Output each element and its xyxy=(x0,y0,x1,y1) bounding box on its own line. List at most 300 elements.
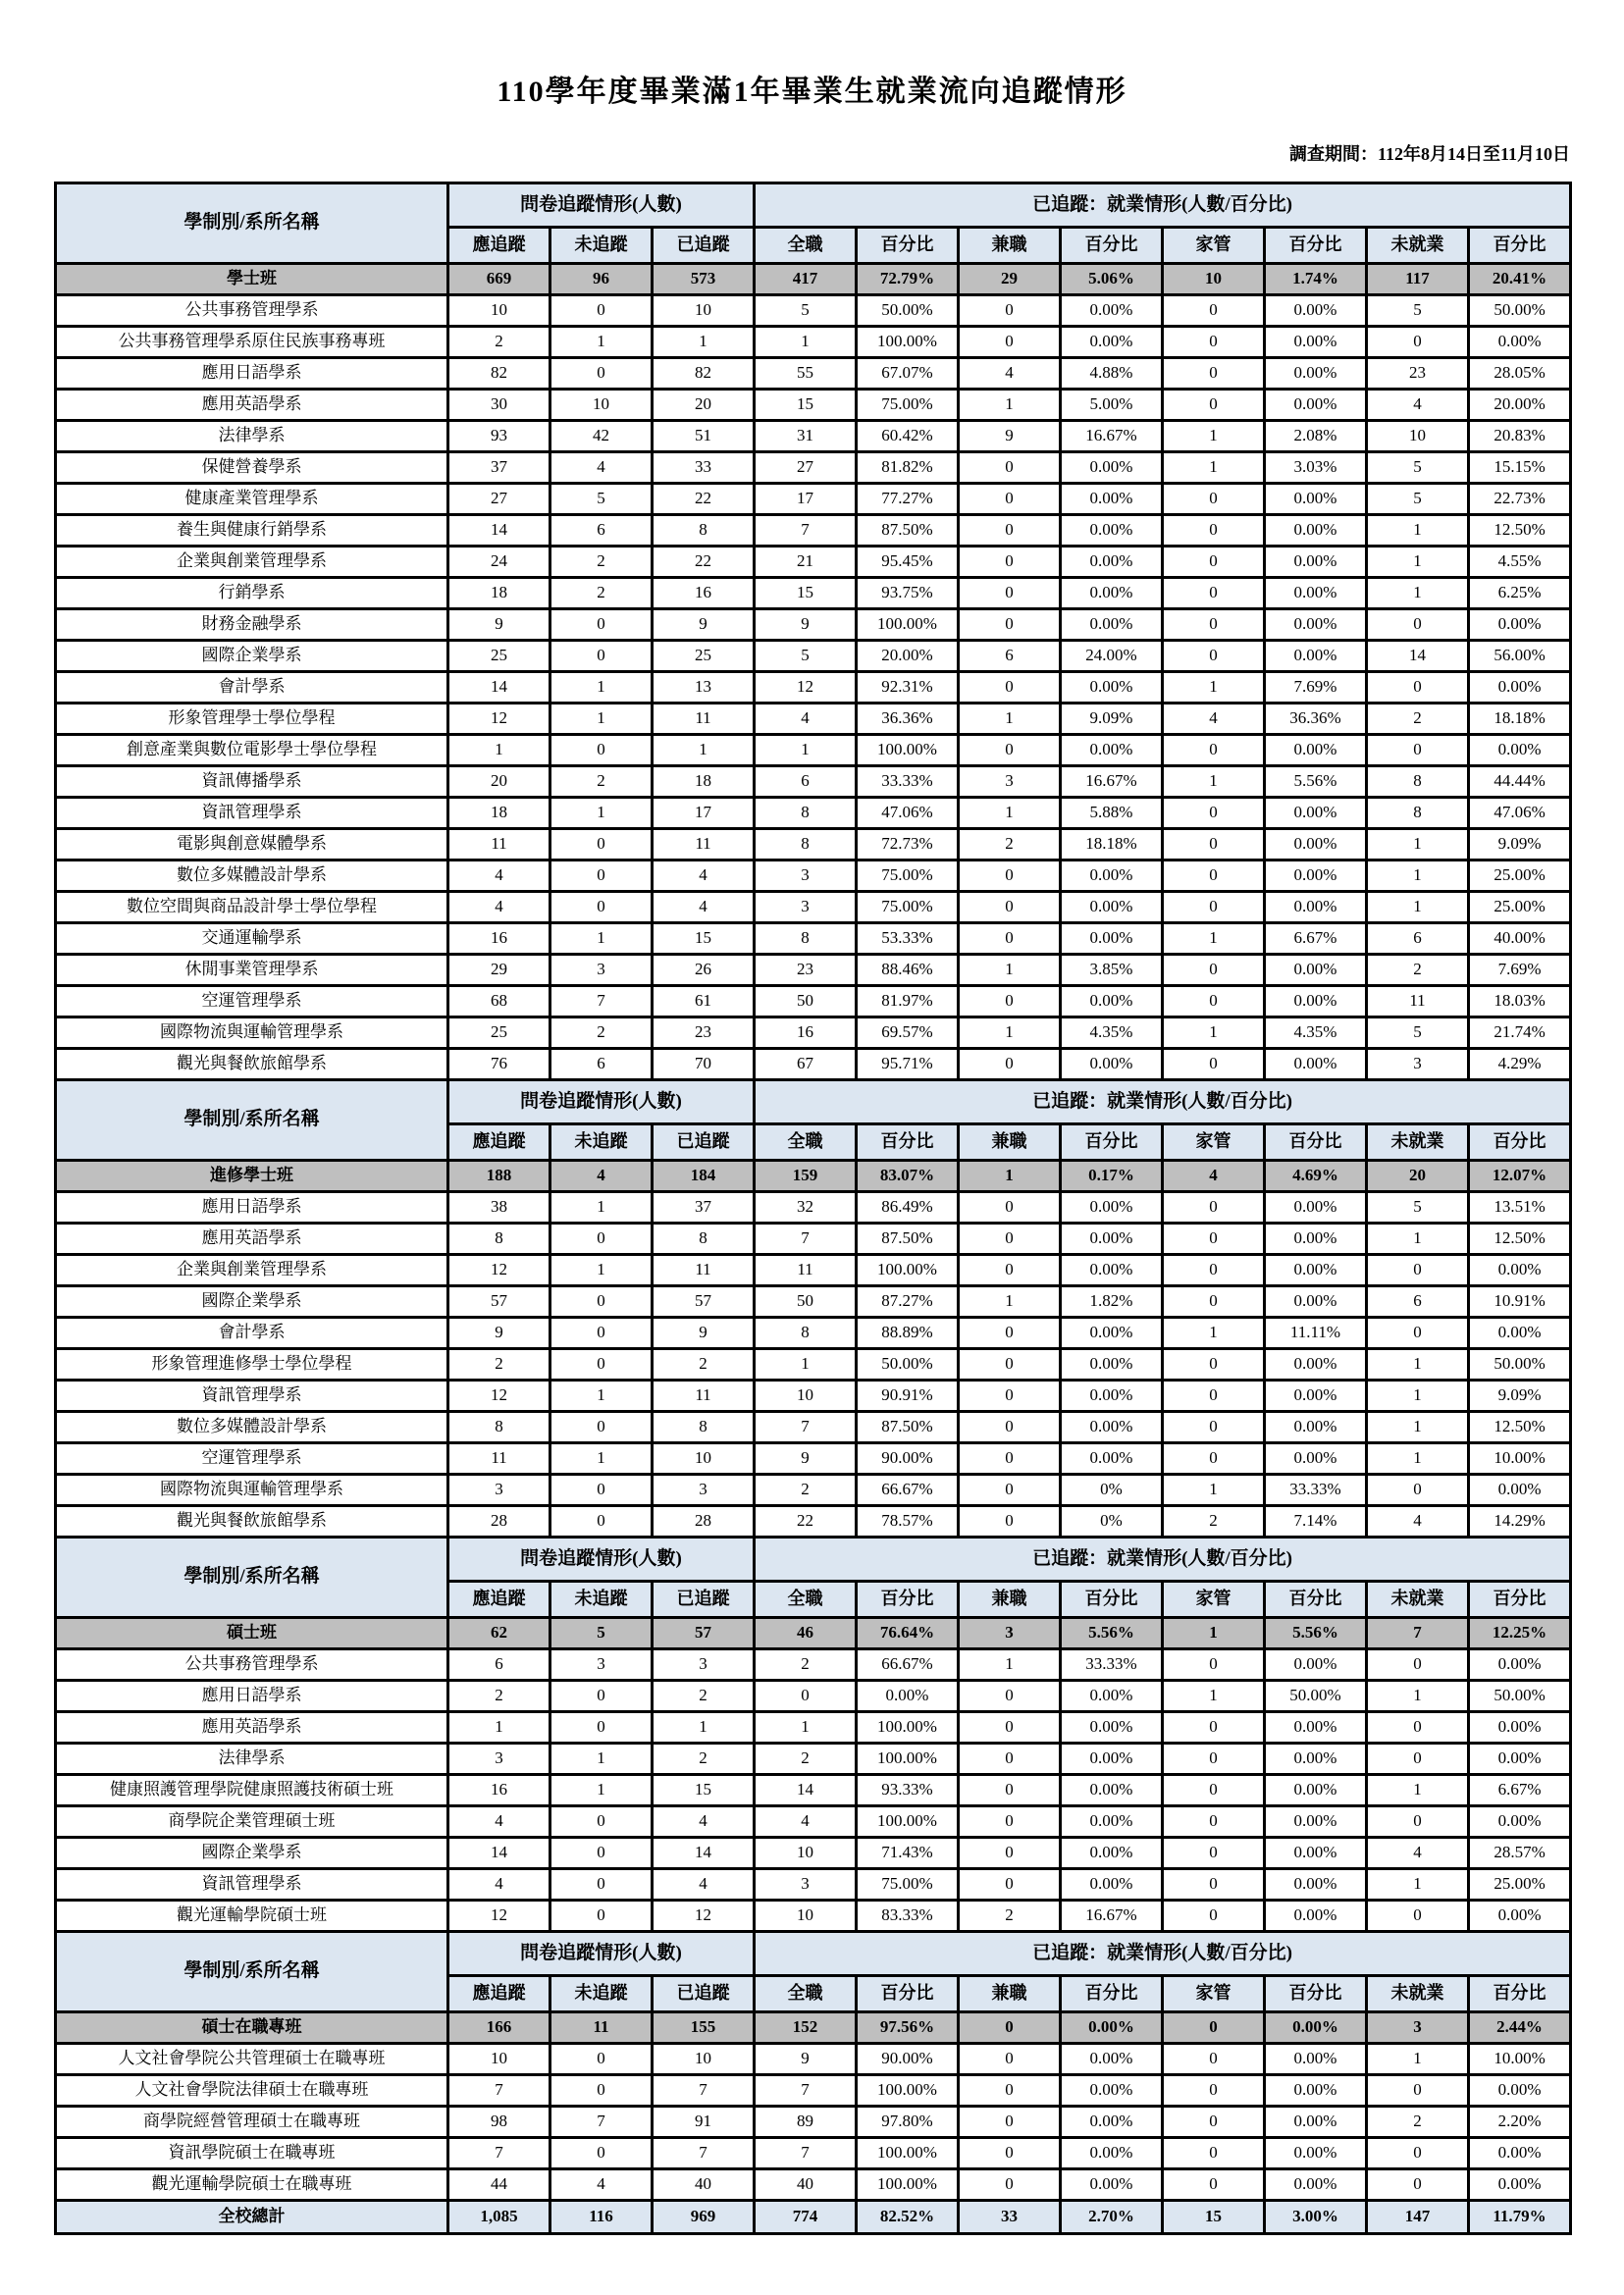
value-cell: 77.27% xyxy=(857,484,959,515)
value-cell: 5 xyxy=(1367,295,1469,327)
value-cell: 9 xyxy=(653,609,755,641)
col-group-employment: 已追蹤：就業情形(人數/百分比) xyxy=(755,1538,1571,1582)
summary-value-cell: 20 xyxy=(1367,1161,1469,1192)
value-cell: 3 xyxy=(653,1649,755,1681)
value-cell: 10 xyxy=(755,1381,857,1412)
value-cell: 4 xyxy=(1367,390,1469,421)
value-cell: 0 xyxy=(550,1506,653,1538)
value-cell: 0 xyxy=(1367,1318,1469,1349)
value-cell: 0.00% xyxy=(1061,295,1163,327)
department-name: 觀光運輸學院碩士在職專班 xyxy=(56,2169,448,2201)
value-cell: 1 xyxy=(1367,515,1469,547)
department-name: 數位空間與商品設計學士學位學程 xyxy=(56,892,448,923)
summary-value-cell: 62 xyxy=(448,1618,550,1649)
value-cell: 50 xyxy=(755,986,857,1017)
department-name: 資訊管理學系 xyxy=(56,1381,448,1412)
value-cell: 88.89% xyxy=(857,1318,959,1349)
value-cell: 0 xyxy=(959,2138,1061,2169)
department-name: 數位多媒體設計學系 xyxy=(56,861,448,892)
value-cell: 0.00% xyxy=(1265,1412,1367,1443)
value-cell: 0 xyxy=(550,892,653,923)
value-cell: 0 xyxy=(1367,735,1469,766)
department-row xyxy=(56,735,1571,766)
value-cell: 0 xyxy=(1367,2138,1469,2169)
value-cell: 7.69% xyxy=(1469,955,1571,986)
value-cell: 2 xyxy=(653,1349,755,1381)
value-cell: 8 xyxy=(653,1412,755,1443)
value-cell: 0.00% xyxy=(1265,986,1367,1017)
value-cell: 67 xyxy=(755,1049,857,1080)
value-cell: 0.00% xyxy=(1469,1806,1571,1838)
value-cell: 27 xyxy=(755,452,857,484)
value-cell: 53.33% xyxy=(857,923,959,955)
value-cell: 50.00% xyxy=(1265,1681,1367,1712)
value-cell: 50.00% xyxy=(857,1349,959,1381)
summary-value-cell: 1 xyxy=(959,1161,1061,1192)
value-cell: 9.09% xyxy=(1061,704,1163,735)
value-cell: 33.33% xyxy=(1061,1649,1163,1681)
summary-value-cell: 184 xyxy=(653,1161,755,1192)
value-cell: 61 xyxy=(653,986,755,1017)
value-cell: 0 xyxy=(550,1318,653,1349)
value-cell: 100.00% xyxy=(857,1255,959,1286)
value-cell: 0 xyxy=(959,1443,1061,1475)
value-cell: 0 xyxy=(1163,892,1265,923)
value-cell: 22 xyxy=(653,547,755,578)
value-cell: 17 xyxy=(653,798,755,829)
value-cell: 57 xyxy=(448,1286,550,1318)
value-cell: 0 xyxy=(550,735,653,766)
value-cell: 0.00% xyxy=(1061,2138,1163,2169)
value-cell: 0.00% xyxy=(1061,327,1163,358)
department-row xyxy=(56,923,1571,955)
value-cell: 3 xyxy=(755,892,857,923)
summary-value-cell: 4 xyxy=(1163,1161,1265,1192)
value-cell: 0 xyxy=(550,861,653,892)
value-cell: 10.00% xyxy=(1469,2044,1571,2075)
value-cell: 0 xyxy=(1163,1286,1265,1318)
value-cell: 18.18% xyxy=(1061,829,1163,861)
total-value-cell: 33 xyxy=(959,2201,1061,2234)
department-row xyxy=(56,1681,1571,1712)
value-cell: 69.57% xyxy=(857,1017,959,1049)
value-cell: 0.00% xyxy=(1061,1224,1163,1255)
value-cell: 0.00% xyxy=(1061,452,1163,484)
value-cell: 2 xyxy=(1367,955,1469,986)
value-cell: 6.67% xyxy=(1265,923,1367,955)
value-cell: 4.88% xyxy=(1061,358,1163,390)
value-cell: 92.31% xyxy=(857,672,959,704)
value-cell: 71.43% xyxy=(857,1838,959,1869)
section-name: 學士班 xyxy=(56,264,448,295)
value-cell: 11.11% xyxy=(1265,1318,1367,1349)
value-cell: 0.00% xyxy=(1061,861,1163,892)
value-cell: 0.00% xyxy=(1061,672,1163,704)
value-cell: 0.00% xyxy=(1469,1901,1571,1932)
value-cell: 0.00% xyxy=(1265,295,1367,327)
summary-value-cell: 117 xyxy=(1367,264,1469,295)
value-cell: 11 xyxy=(1367,986,1469,1017)
value-cell: 0 xyxy=(959,923,1061,955)
value-cell: 9 xyxy=(448,609,550,641)
value-cell: 0.00% xyxy=(1061,1806,1163,1838)
department-row xyxy=(56,547,1571,578)
value-cell: 0 xyxy=(1367,1806,1469,1838)
value-cell: 1 xyxy=(1163,452,1265,484)
department-name: 應用英語學系 xyxy=(56,390,448,421)
department-name: 資訊管理學系 xyxy=(56,1869,448,1901)
value-cell: 0.00% xyxy=(1469,1744,1571,1775)
col-header-0: 應追蹤 xyxy=(448,228,550,264)
value-cell: 2 xyxy=(755,1744,857,1775)
value-cell: 6.67% xyxy=(1469,1775,1571,1806)
value-cell: 0.00% xyxy=(1265,2075,1367,2107)
value-cell: 67.07% xyxy=(857,358,959,390)
summary-value-cell: 573 xyxy=(653,264,755,295)
total-value-cell: 774 xyxy=(755,2201,857,2234)
summary-value-cell: 76.64% xyxy=(857,1618,959,1649)
summary-value-cell: 7 xyxy=(1367,1618,1469,1649)
value-cell: 75.00% xyxy=(857,1869,959,1901)
value-cell: 1 xyxy=(448,1712,550,1744)
value-cell: 0.00% xyxy=(1061,1192,1163,1224)
value-cell: 0 xyxy=(1367,1255,1469,1286)
value-cell: 0 xyxy=(1163,1255,1265,1286)
value-cell: 15 xyxy=(653,923,755,955)
value-cell: 95.45% xyxy=(857,547,959,578)
value-cell: 2.08% xyxy=(1265,421,1367,452)
value-cell: 0.00% xyxy=(1469,735,1571,766)
department-name: 健康產業管理學系 xyxy=(56,484,448,515)
value-cell: 4 xyxy=(1163,704,1265,735)
value-cell: 0 xyxy=(1163,1412,1265,1443)
section-name: 碩士班 xyxy=(56,1618,448,1649)
value-cell: 0.00% xyxy=(1061,609,1163,641)
value-cell: 27 xyxy=(448,484,550,515)
value-cell: 7 xyxy=(755,1412,857,1443)
value-cell: 0.00% xyxy=(1061,547,1163,578)
value-cell: 0.00% xyxy=(1265,1286,1367,1318)
col-header-7: 家管 xyxy=(1163,1124,1265,1161)
value-cell: 0.00% xyxy=(1061,1049,1163,1080)
department-row xyxy=(56,641,1571,672)
col-header-8: 百分比 xyxy=(1265,1976,1367,2012)
value-cell: 0.00% xyxy=(1265,1443,1367,1475)
col-header-1: 未追蹤 xyxy=(550,228,653,264)
value-cell: 10 xyxy=(448,2044,550,2075)
value-cell: 8 xyxy=(448,1224,550,1255)
value-cell: 0 xyxy=(1163,1049,1265,1080)
value-cell: 0.00% xyxy=(1061,1412,1163,1443)
section-2-header-row xyxy=(56,1538,1571,1582)
department-name: 電影與創意媒體學系 xyxy=(56,829,448,861)
department-row xyxy=(56,1475,1571,1506)
section-1-header-row xyxy=(56,1080,1571,1124)
value-cell: 6.25% xyxy=(1469,578,1571,609)
value-cell: 47.06% xyxy=(1469,798,1571,829)
value-cell: 18 xyxy=(448,798,550,829)
value-cell: 1 xyxy=(1367,547,1469,578)
value-cell: 1 xyxy=(959,1017,1061,1049)
summary-value-cell: 4.69% xyxy=(1265,1161,1367,1192)
section-name: 碩士在職專班 xyxy=(56,2012,448,2044)
value-cell: 75.00% xyxy=(857,861,959,892)
value-cell: 4 xyxy=(448,1806,550,1838)
value-cell: 0.00% xyxy=(1061,2169,1163,2201)
value-cell: 0.00% xyxy=(1265,1775,1367,1806)
department-name: 公共事務管理學系 xyxy=(56,1649,448,1681)
value-cell: 5 xyxy=(755,641,857,672)
department-name: 觀光與餐飲旅館學系 xyxy=(56,1049,448,1080)
value-cell: 22 xyxy=(755,1506,857,1538)
value-cell: 0.00% xyxy=(1265,390,1367,421)
value-cell: 0 xyxy=(1163,1901,1265,1932)
total-value-cell: 147 xyxy=(1367,2201,1469,2234)
col-header-7: 家管 xyxy=(1163,228,1265,264)
value-cell: 0 xyxy=(1163,2044,1265,2075)
value-cell: 50.00% xyxy=(857,295,959,327)
value-cell: 0 xyxy=(550,1349,653,1381)
total-value-cell: 1,085 xyxy=(448,2201,550,2234)
value-cell: 2 xyxy=(653,1681,755,1712)
value-cell: 100.00% xyxy=(857,2169,959,2201)
value-cell: 0 xyxy=(1163,861,1265,892)
value-cell: 0 xyxy=(959,735,1061,766)
value-cell: 0.00% xyxy=(1265,2044,1367,2075)
value-cell: 100.00% xyxy=(857,1712,959,1744)
value-cell: 0 xyxy=(550,2138,653,2169)
value-cell: 12 xyxy=(755,672,857,704)
value-cell: 0 xyxy=(1163,1869,1265,1901)
col-header-8: 百分比 xyxy=(1265,1124,1367,1161)
value-cell: 22.73% xyxy=(1469,484,1571,515)
value-cell: 4 xyxy=(653,892,755,923)
col-header-3: 全職 xyxy=(755,1582,857,1618)
department-row xyxy=(56,2075,1571,2107)
value-cell: 100.00% xyxy=(857,1806,959,1838)
col-header-4: 百分比 xyxy=(857,1582,959,1618)
value-cell: 4.35% xyxy=(1061,1017,1163,1049)
value-cell: 2 xyxy=(653,1744,755,1775)
value-cell: 82 xyxy=(653,358,755,390)
value-cell: 0 xyxy=(1367,672,1469,704)
department-row xyxy=(56,358,1571,390)
value-cell: 1 xyxy=(653,327,755,358)
value-cell: 0.00% xyxy=(857,1681,959,1712)
value-cell: 11 xyxy=(653,1381,755,1412)
value-cell: 0.00% xyxy=(1265,798,1367,829)
value-cell: 16 xyxy=(448,923,550,955)
value-cell: 0 xyxy=(1163,1381,1265,1412)
value-cell: 0 xyxy=(550,641,653,672)
section-summary-row xyxy=(56,1161,1571,1192)
value-cell: 3 xyxy=(755,861,857,892)
value-cell: 30 xyxy=(448,390,550,421)
value-cell: 95.71% xyxy=(857,1049,959,1080)
value-cell: 18 xyxy=(653,766,755,798)
value-cell: 0.00% xyxy=(1469,1255,1571,1286)
value-cell: 0% xyxy=(1061,1475,1163,1506)
value-cell: 0 xyxy=(1367,2075,1469,2107)
col-header-2: 已追蹤 xyxy=(653,1124,755,1161)
department-name: 觀光與餐飲旅館學系 xyxy=(56,1506,448,1538)
value-cell: 5 xyxy=(755,295,857,327)
value-cell: 14 xyxy=(448,672,550,704)
value-cell: 89 xyxy=(755,2107,857,2138)
department-row xyxy=(56,609,1571,641)
value-cell: 0.00% xyxy=(1265,358,1367,390)
value-cell: 8 xyxy=(653,515,755,547)
value-cell: 3 xyxy=(448,1475,550,1506)
value-cell: 2 xyxy=(550,1017,653,1049)
value-cell: 0 xyxy=(959,484,1061,515)
col-header-6: 百分比 xyxy=(1061,1582,1163,1618)
value-cell: 23 xyxy=(653,1017,755,1049)
department-name: 應用日語學系 xyxy=(56,1192,448,1224)
department-row xyxy=(56,1506,1571,1538)
value-cell: 47.06% xyxy=(857,798,959,829)
total-row xyxy=(56,2201,1571,2234)
value-cell: 0 xyxy=(1163,1838,1265,1869)
value-cell: 0 xyxy=(1367,1712,1469,1744)
value-cell: 0 xyxy=(1163,515,1265,547)
value-cell: 0.00% xyxy=(1061,484,1163,515)
value-cell: 1 xyxy=(448,735,550,766)
value-cell: 9 xyxy=(755,609,857,641)
value-cell: 16 xyxy=(448,1775,550,1806)
col-header-name: 學制別/系所名稱 xyxy=(56,1932,448,2012)
value-cell: 16.67% xyxy=(1061,421,1163,452)
value-cell: 0 xyxy=(550,829,653,861)
value-cell: 9.09% xyxy=(1469,829,1571,861)
department-name: 應用英語學系 xyxy=(56,1224,448,1255)
department-row xyxy=(56,1838,1571,1869)
col-group-questionnaire: 問卷追蹤情形(人數) xyxy=(448,1080,755,1124)
value-cell: 4 xyxy=(755,704,857,735)
department-row xyxy=(56,327,1571,358)
value-cell: 7 xyxy=(448,2138,550,2169)
value-cell: 4 xyxy=(653,861,755,892)
department-name: 形象管理進修學士學位學程 xyxy=(56,1349,448,1381)
value-cell: 25 xyxy=(448,1017,550,1049)
summary-value-cell: 4 xyxy=(550,1161,653,1192)
value-cell: 0.00% xyxy=(1265,1255,1367,1286)
value-cell: 37 xyxy=(448,452,550,484)
total-value-cell: 15 xyxy=(1163,2201,1265,2234)
value-cell: 4.55% xyxy=(1469,547,1571,578)
value-cell: 11 xyxy=(448,829,550,861)
value-cell: 2 xyxy=(959,1901,1061,1932)
value-cell: 0.00% xyxy=(1061,515,1163,547)
summary-value-cell: 1.74% xyxy=(1265,264,1367,295)
department-name: 會計學系 xyxy=(56,1318,448,1349)
summary-value-cell: 0.00% xyxy=(1061,2012,1163,2044)
value-cell: 10 xyxy=(755,1838,857,1869)
col-header-6: 百分比 xyxy=(1061,1976,1163,2012)
value-cell: 0 xyxy=(550,295,653,327)
value-cell: 10 xyxy=(550,390,653,421)
value-cell: 66.67% xyxy=(857,1649,959,1681)
value-cell: 0.00% xyxy=(1061,1775,1163,1806)
department-row xyxy=(56,1017,1571,1049)
value-cell: 2 xyxy=(1367,2107,1469,2138)
value-cell: 12 xyxy=(448,1381,550,1412)
total-value-cell: 3.00% xyxy=(1265,2201,1367,2234)
value-cell: 0 xyxy=(1163,1649,1265,1681)
value-cell: 25 xyxy=(448,641,550,672)
value-cell: 2 xyxy=(959,829,1061,861)
value-cell: 8 xyxy=(1367,798,1469,829)
value-cell: 7 xyxy=(653,2138,755,2169)
value-cell: 1 xyxy=(755,735,857,766)
section-summary-row xyxy=(56,264,1571,295)
value-cell: 1 xyxy=(550,1381,653,1412)
value-cell: 0 xyxy=(959,609,1061,641)
total-value-cell: 116 xyxy=(550,2201,653,2234)
value-cell: 87.50% xyxy=(857,1224,959,1255)
value-cell: 7 xyxy=(448,2075,550,2107)
value-cell: 0 xyxy=(1367,1475,1469,1506)
value-cell: 21.74% xyxy=(1469,1017,1571,1049)
value-cell: 0.00% xyxy=(1061,986,1163,1017)
value-cell: 0.00% xyxy=(1265,861,1367,892)
value-cell: 1 xyxy=(755,1349,857,1381)
col-header-0: 應追蹤 xyxy=(448,1582,550,1618)
department-name: 應用英語學系 xyxy=(56,1712,448,1744)
value-cell: 4 xyxy=(1367,1838,1469,1869)
value-cell: 9 xyxy=(448,1318,550,1349)
value-cell: 0.00% xyxy=(1469,1649,1571,1681)
value-cell: 9.09% xyxy=(1469,1381,1571,1412)
value-cell: 0.00% xyxy=(1265,609,1367,641)
value-cell: 0 xyxy=(1163,735,1265,766)
value-cell: 0 xyxy=(550,1838,653,1869)
value-cell: 1 xyxy=(550,923,653,955)
value-cell: 0.00% xyxy=(1265,327,1367,358)
department-name: 國際企業學系 xyxy=(56,1838,448,1869)
value-cell: 1 xyxy=(1367,861,1469,892)
value-cell: 55 xyxy=(755,358,857,390)
col-header-2: 已追蹤 xyxy=(653,228,755,264)
value-cell: 0 xyxy=(550,2075,653,2107)
value-cell: 1 xyxy=(550,1255,653,1286)
value-cell: 2 xyxy=(1163,1506,1265,1538)
value-cell: 0.00% xyxy=(1061,1255,1163,1286)
department-row xyxy=(56,1381,1571,1412)
value-cell: 14 xyxy=(1367,641,1469,672)
value-cell: 72.73% xyxy=(857,829,959,861)
value-cell: 8 xyxy=(653,1224,755,1255)
department-row xyxy=(56,1412,1571,1443)
col-group-questionnaire: 問卷追蹤情形(人數) xyxy=(448,1538,755,1582)
value-cell: 0 xyxy=(1367,327,1469,358)
total-value-cell: 11.79% xyxy=(1469,2201,1571,2234)
value-cell: 0.00% xyxy=(1061,1381,1163,1412)
department-row xyxy=(56,2169,1571,2201)
value-cell: 8 xyxy=(448,1412,550,1443)
value-cell: 0.00% xyxy=(1061,1838,1163,1869)
value-cell: 0.00% xyxy=(1265,515,1367,547)
value-cell: 10 xyxy=(755,1901,857,1932)
col-header-9: 未就業 xyxy=(1367,1124,1469,1161)
value-cell: 42 xyxy=(550,421,653,452)
section-summary-row xyxy=(56,2012,1571,2044)
value-cell: 0 xyxy=(1163,484,1265,515)
value-cell: 7.69% xyxy=(1265,672,1367,704)
value-cell: 8 xyxy=(755,829,857,861)
value-cell: 36.36% xyxy=(1265,704,1367,735)
value-cell: 0 xyxy=(959,295,1061,327)
